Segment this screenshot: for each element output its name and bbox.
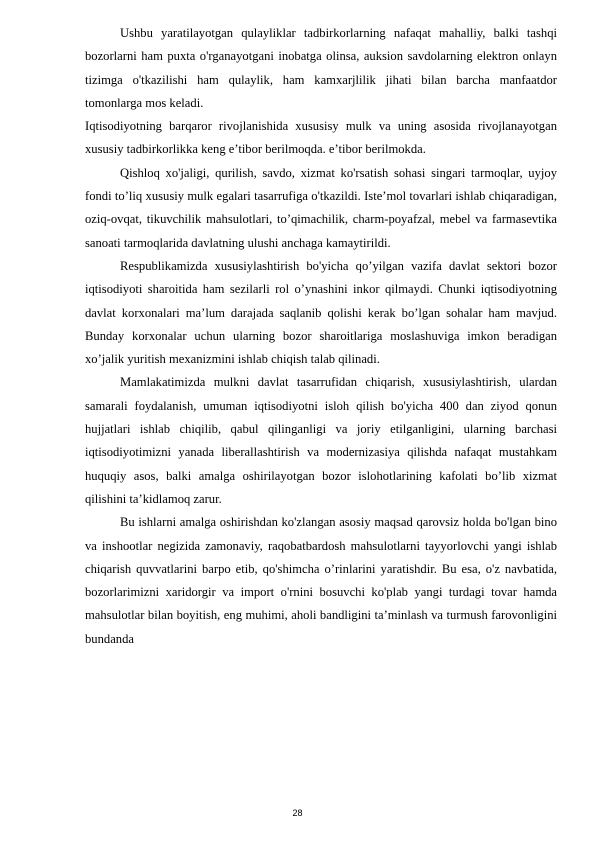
paragraph-3: Qishloq xo'jaligi, qurilish, savdo, xizmat ko'rsatish sohasi singari tarmoqlar, uyjoy fondi to’liq xususiy mulk egalari tasarrufiga o'tkazildi. Iste’mol tovarlari ishlab chiqaradigan, oziq-ovqat, tikuvchilik mahsulotlari, to’qimachilik, charm-poyafzal, mebel va farmasevtika sanoati tarmoqlarida davlatning ulushi anchaga kamaytirildi. — [85, 165, 557, 250]
paragraph-2: Iqtisodiyotning barqaror rivojlanishida xususisy mulk va uning asosida rivojlanayotgan xususiy tadbirkorlikka keng e’tibor berilmoqda. e’tibor berilmokda. — [85, 119, 557, 157]
paragraph-6: Bu ishlarni amalga oshirishdan ko'zlangan asosiy maqsad qarovsiz holda bo'lgan bino va inshootlar negizida zamonaviy, raqobatbardosh mahsulotlarni tayyorlovchi yangi ishlab chiqarish quvvatlarini barpo etib, qo'shimcha o’rinlarini yaratishdir. Bu esa, o'z navbatida, bozorlarimizni xaridorgir va import o'rnini bosuvchi ko'plab yangi turdagi tovar hamda mahsulotlar bilan boyitish, eng muhimi, aholi bandligini ta’minlash va turmush farovonligini bundanda — [85, 515, 557, 646]
paragraph-5: Mamlakatimizda mulkni davlat tasarrufidan chiqarish, xususiylashtirish, ulardan samarali foydalanish, umuman iqtisodiyotni isloh qilish bo'yicha 400 dan ziyod qonun hujjatlari ishlab chiqilib, qabul qilinganligi va joriy etilganligini, ularning barchasi iqtisodiyotimizni yanada liberallashtirish va modernizasiya qilishda nafaqat mustahkam huquqiy asos, balki amalga oshirilayotgan bozor islohotlarining kafolati bo’lib xizmat qilishini ta’kidlamoq zarur. — [85, 375, 557, 506]
paragraph-4: Respublikamizda xususiylashtirish bo'yicha qo’yilgan vazifa davlat sektori bozor iqtisodiyoti sharoitida ham sezilarli rol o’ynashini inkor qilmaydi. Chunki iqtisodiyotning davlat korxonalari ma’lum darajada saqlanib qolishi kerak bo’lgan sohalar ham mavjud. Bunday korxonalar uchun ularning bozor sharoitlariga moslashuviga imkon beradigan xo’jalik yuritish mexanizmini ishlab chiqish talab qilinadi. — [85, 258, 557, 367]
paragraph-1: Ushbu yaratilayotgan qulayliklar tadbirkorlarning nafaqat mahalliy, balki tashqi bozorlarni ham puxta o'rganayotgani inobatga olinsa, auksion savdolarning elektron onlayn tizimga o'tkazilishi ham qulaylik, ham kamxarjlilik jihati bilan barcha manfaatdor tomonlarga mos keladi. — [85, 26, 557, 110]
page-number: 28 — [292, 808, 303, 818]
document-page — [85, 22, 557, 651]
